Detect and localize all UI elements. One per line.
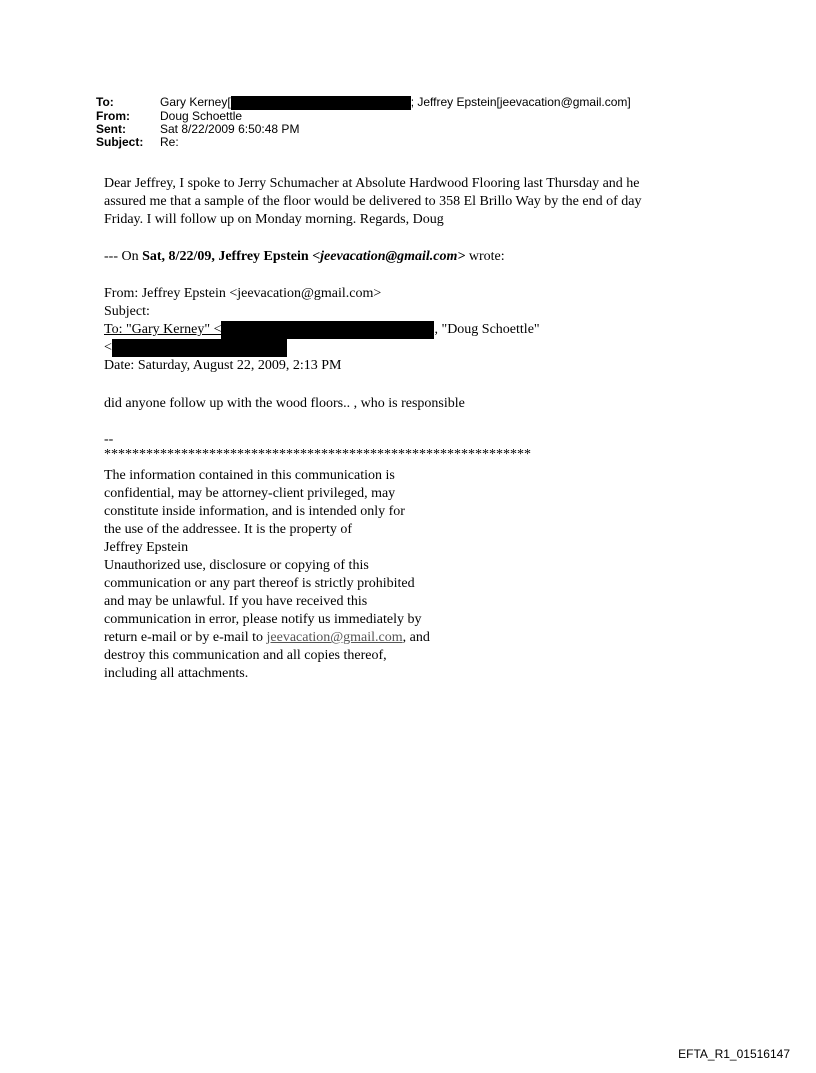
disclaimer-email-line bbox=[104, 629, 531, 647]
email-link[interactable]: jeevacation@gmail.com bbox=[266, 630, 403, 645]
body-line: Dear Jeffrey, I spoke to Jerry Schumacher at Absolute Hardwood Flooring last Thursday and he bbox=[104, 176, 640, 191]
quoted-to-prefix: To: "Gary Kerney" < bbox=[104, 322, 222, 337]
sent-value: Sat 8/22/2009 6:50:48 PM bbox=[160, 122, 300, 136]
disclaimer-line: Jeffrey Epstein bbox=[104, 540, 189, 555]
body-text bbox=[104, 175, 641, 229]
from-value: Doug Schoettle bbox=[160, 109, 243, 123]
disclaimer-line: The information contained in this communication is bbox=[104, 468, 395, 483]
body-line: Friday. I will follow up on Monday morning. Regards, Doug bbox=[104, 212, 444, 227]
disclaimer-line: confidential, may be attorney-client privileged, may bbox=[104, 486, 396, 501]
redaction-box bbox=[221, 321, 434, 339]
signature-stars: ************************************************************* bbox=[104, 447, 531, 462]
disclaimer-line: communication or any part thereof is strictly prohibited bbox=[104, 576, 415, 591]
disclaimer-email-prefix: return e-mail or by e-mail to bbox=[104, 630, 267, 645]
to-row bbox=[96, 96, 631, 110]
from-label: From: bbox=[96, 109, 130, 123]
signature-dashes: -- bbox=[104, 432, 114, 447]
disclaimer-line: the use of the addressee. It is the property of bbox=[104, 522, 353, 537]
sent-label: Sent: bbox=[96, 122, 126, 136]
quote-prefix: --- On bbox=[104, 249, 143, 264]
to-rest: ; Jeffrey Epstein[jeevacation@gmail.com] bbox=[410, 95, 631, 109]
quoted-header bbox=[104, 285, 540, 375]
disclaimer-line: constitute inside information, and is intended only for bbox=[104, 504, 405, 519]
disclaimer-line: and may be unlawful. If you have received this bbox=[104, 594, 368, 609]
quoted-to-suffix: , "Doug Schoettle" bbox=[434, 322, 540, 337]
disclaimer-line: communication in error, please notify us immediately by bbox=[104, 612, 422, 627]
quote-intro bbox=[104, 248, 505, 266]
disclaimer-line: destroy this communication and all copies thereof, bbox=[104, 648, 387, 663]
quote-email: <jeevacation@gmail.com> bbox=[312, 249, 466, 264]
quoted-to-row bbox=[104, 321, 540, 339]
body-line: assured me that a sample of the floor would be delivered to 358 El Brillo Way by the end of day bbox=[104, 194, 642, 209]
signature-block bbox=[104, 431, 531, 683]
redaction-box bbox=[231, 96, 411, 110]
to-name: Gary Kerney[ bbox=[160, 95, 231, 109]
quoted-subject: Subject: bbox=[104, 304, 150, 319]
quoted-from: From: Jeffrey Epstein <jeevacation@gmail.com> bbox=[104, 286, 382, 301]
quoted-to-cont-row bbox=[104, 339, 540, 357]
quoted-body: did anyone follow up with the wood floors.. , who is responsible bbox=[104, 396, 465, 411]
email-header bbox=[96, 96, 631, 149]
quoted-to-cont: < bbox=[104, 340, 112, 355]
quote-date: Sat, 8/22/09, Jeffrey Epstein bbox=[142, 249, 313, 264]
subject-row bbox=[96, 136, 631, 149]
document-id: EFTA_R1_01516147 bbox=[678, 1047, 790, 1061]
subject-value: Re: bbox=[160, 135, 179, 149]
quoted-date: Date: Saturday, August 22, 2009, 2:13 PM bbox=[104, 358, 342, 373]
disclaimer-email-suffix: , and bbox=[402, 630, 430, 645]
quote-suffix: wrote: bbox=[465, 249, 505, 264]
redaction-box bbox=[112, 339, 287, 357]
disclaimer-line: including all attachments. bbox=[104, 666, 249, 681]
to-label: To: bbox=[96, 95, 114, 109]
disclaimer-line: Unauthorized use, disclosure or copying of this bbox=[104, 558, 369, 573]
subject-label: Subject: bbox=[96, 135, 144, 149]
